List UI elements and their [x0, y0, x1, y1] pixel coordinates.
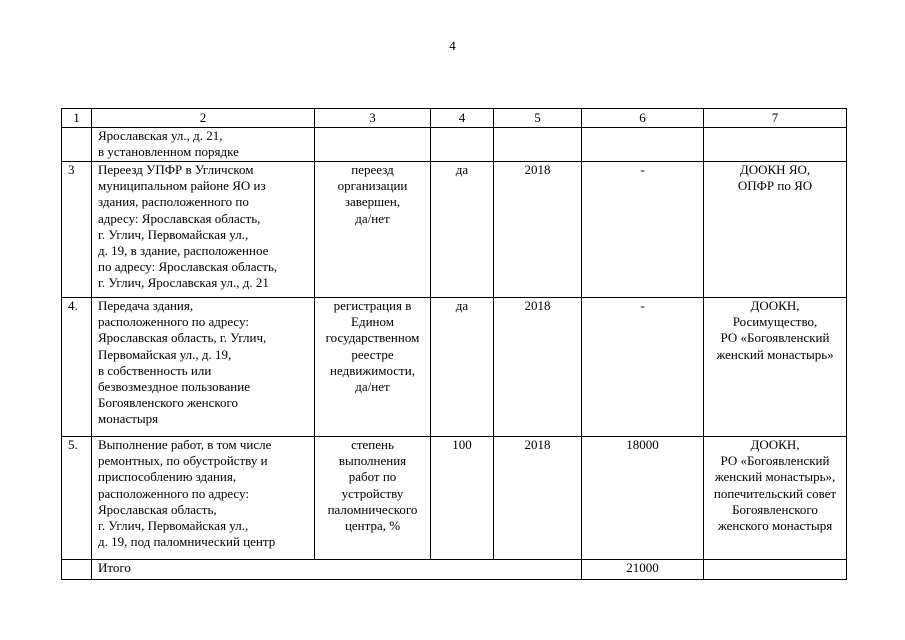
- total-label: Итого: [92, 560, 582, 580]
- header-cell: 3: [315, 109, 431, 128]
- row-amount: 18000: [582, 437, 704, 560]
- row-amount: -: [582, 162, 704, 298]
- row-description: Передача здания, расположенного по адресу: Ярославская область, г. Углич, Первомайская ул., д. 19, в собственность или безвозмездное пользование Богоявленского женского монастыря: [92, 298, 315, 437]
- row-executor: [704, 128, 847, 162]
- row-number: [62, 128, 92, 162]
- row-description: Выполнение работ, в том числе ремонтных, по обустройству и приспособлению здания, расположенного по адресу: Ярославская область, г. Углич, Первомайская ул., д. 19, под паломнический центр: [92, 437, 315, 560]
- row-year: 2018: [494, 298, 582, 437]
- row-indicator: переезд организации завершен, да/нет: [315, 162, 431, 298]
- header-cell: 4: [431, 109, 494, 128]
- header-cell: 1: [62, 109, 92, 128]
- row-indicator: регистрация в Едином государственном реестре недвижимости, да/нет: [315, 298, 431, 437]
- total-row: [62, 560, 847, 580]
- row-year: [494, 128, 582, 162]
- header-cell: 5: [494, 109, 582, 128]
- header-cell: 6: [582, 109, 704, 128]
- row-number: 5.: [62, 437, 92, 560]
- row-value: да: [431, 162, 494, 298]
- page-number: 4: [449, 38, 456, 53]
- total-amount: 21000: [582, 560, 704, 580]
- row-number: 3: [62, 162, 92, 298]
- row-year: 2018: [494, 437, 582, 560]
- continuation-row: [62, 128, 847, 162]
- row-year: 2018: [494, 162, 582, 298]
- plan-table: [61, 108, 847, 580]
- row-indicator: степень выполнения работ по устройству паломнического центра, %: [315, 437, 431, 560]
- row-executor: ДООКН ЯО, ОПФР по ЯО: [704, 162, 847, 298]
- row-description: Переезд УПФР в Угличском муниципальном районе ЯО из здания, расположенного по адресу: Ярославская область, г. Углич, Первомайская ул., д. 19, в здание, расположенное по адресу: Ярославская область, г. Углич, Ярославская ул., д. 21: [92, 162, 315, 298]
- row-value: да: [431, 298, 494, 437]
- row-number: [62, 560, 92, 580]
- row-amount: [582, 128, 704, 162]
- row-amount: -: [582, 298, 704, 437]
- table-row: [62, 298, 847, 437]
- row-executor: ДООКН, РО «Богоявленский женский монастырь», попечительский совет Богоявленского женского монастыря: [704, 437, 847, 560]
- row-indicator: [315, 128, 431, 162]
- header-cell: 2: [92, 109, 315, 128]
- header-row: [62, 109, 847, 128]
- row-number: 4.: [62, 298, 92, 437]
- header-cell: 7: [704, 109, 847, 128]
- row-description: Ярославская ул., д. 21, в установленном порядке: [92, 128, 315, 162]
- table-row: [62, 437, 847, 560]
- row-executor: [704, 560, 847, 580]
- table-row: [62, 162, 847, 298]
- row-executor: ДООКН, Росимущество, РО «Богоявленский женский монастырь»: [704, 298, 847, 437]
- row-value: 100: [431, 437, 494, 560]
- row-value: [431, 128, 494, 162]
